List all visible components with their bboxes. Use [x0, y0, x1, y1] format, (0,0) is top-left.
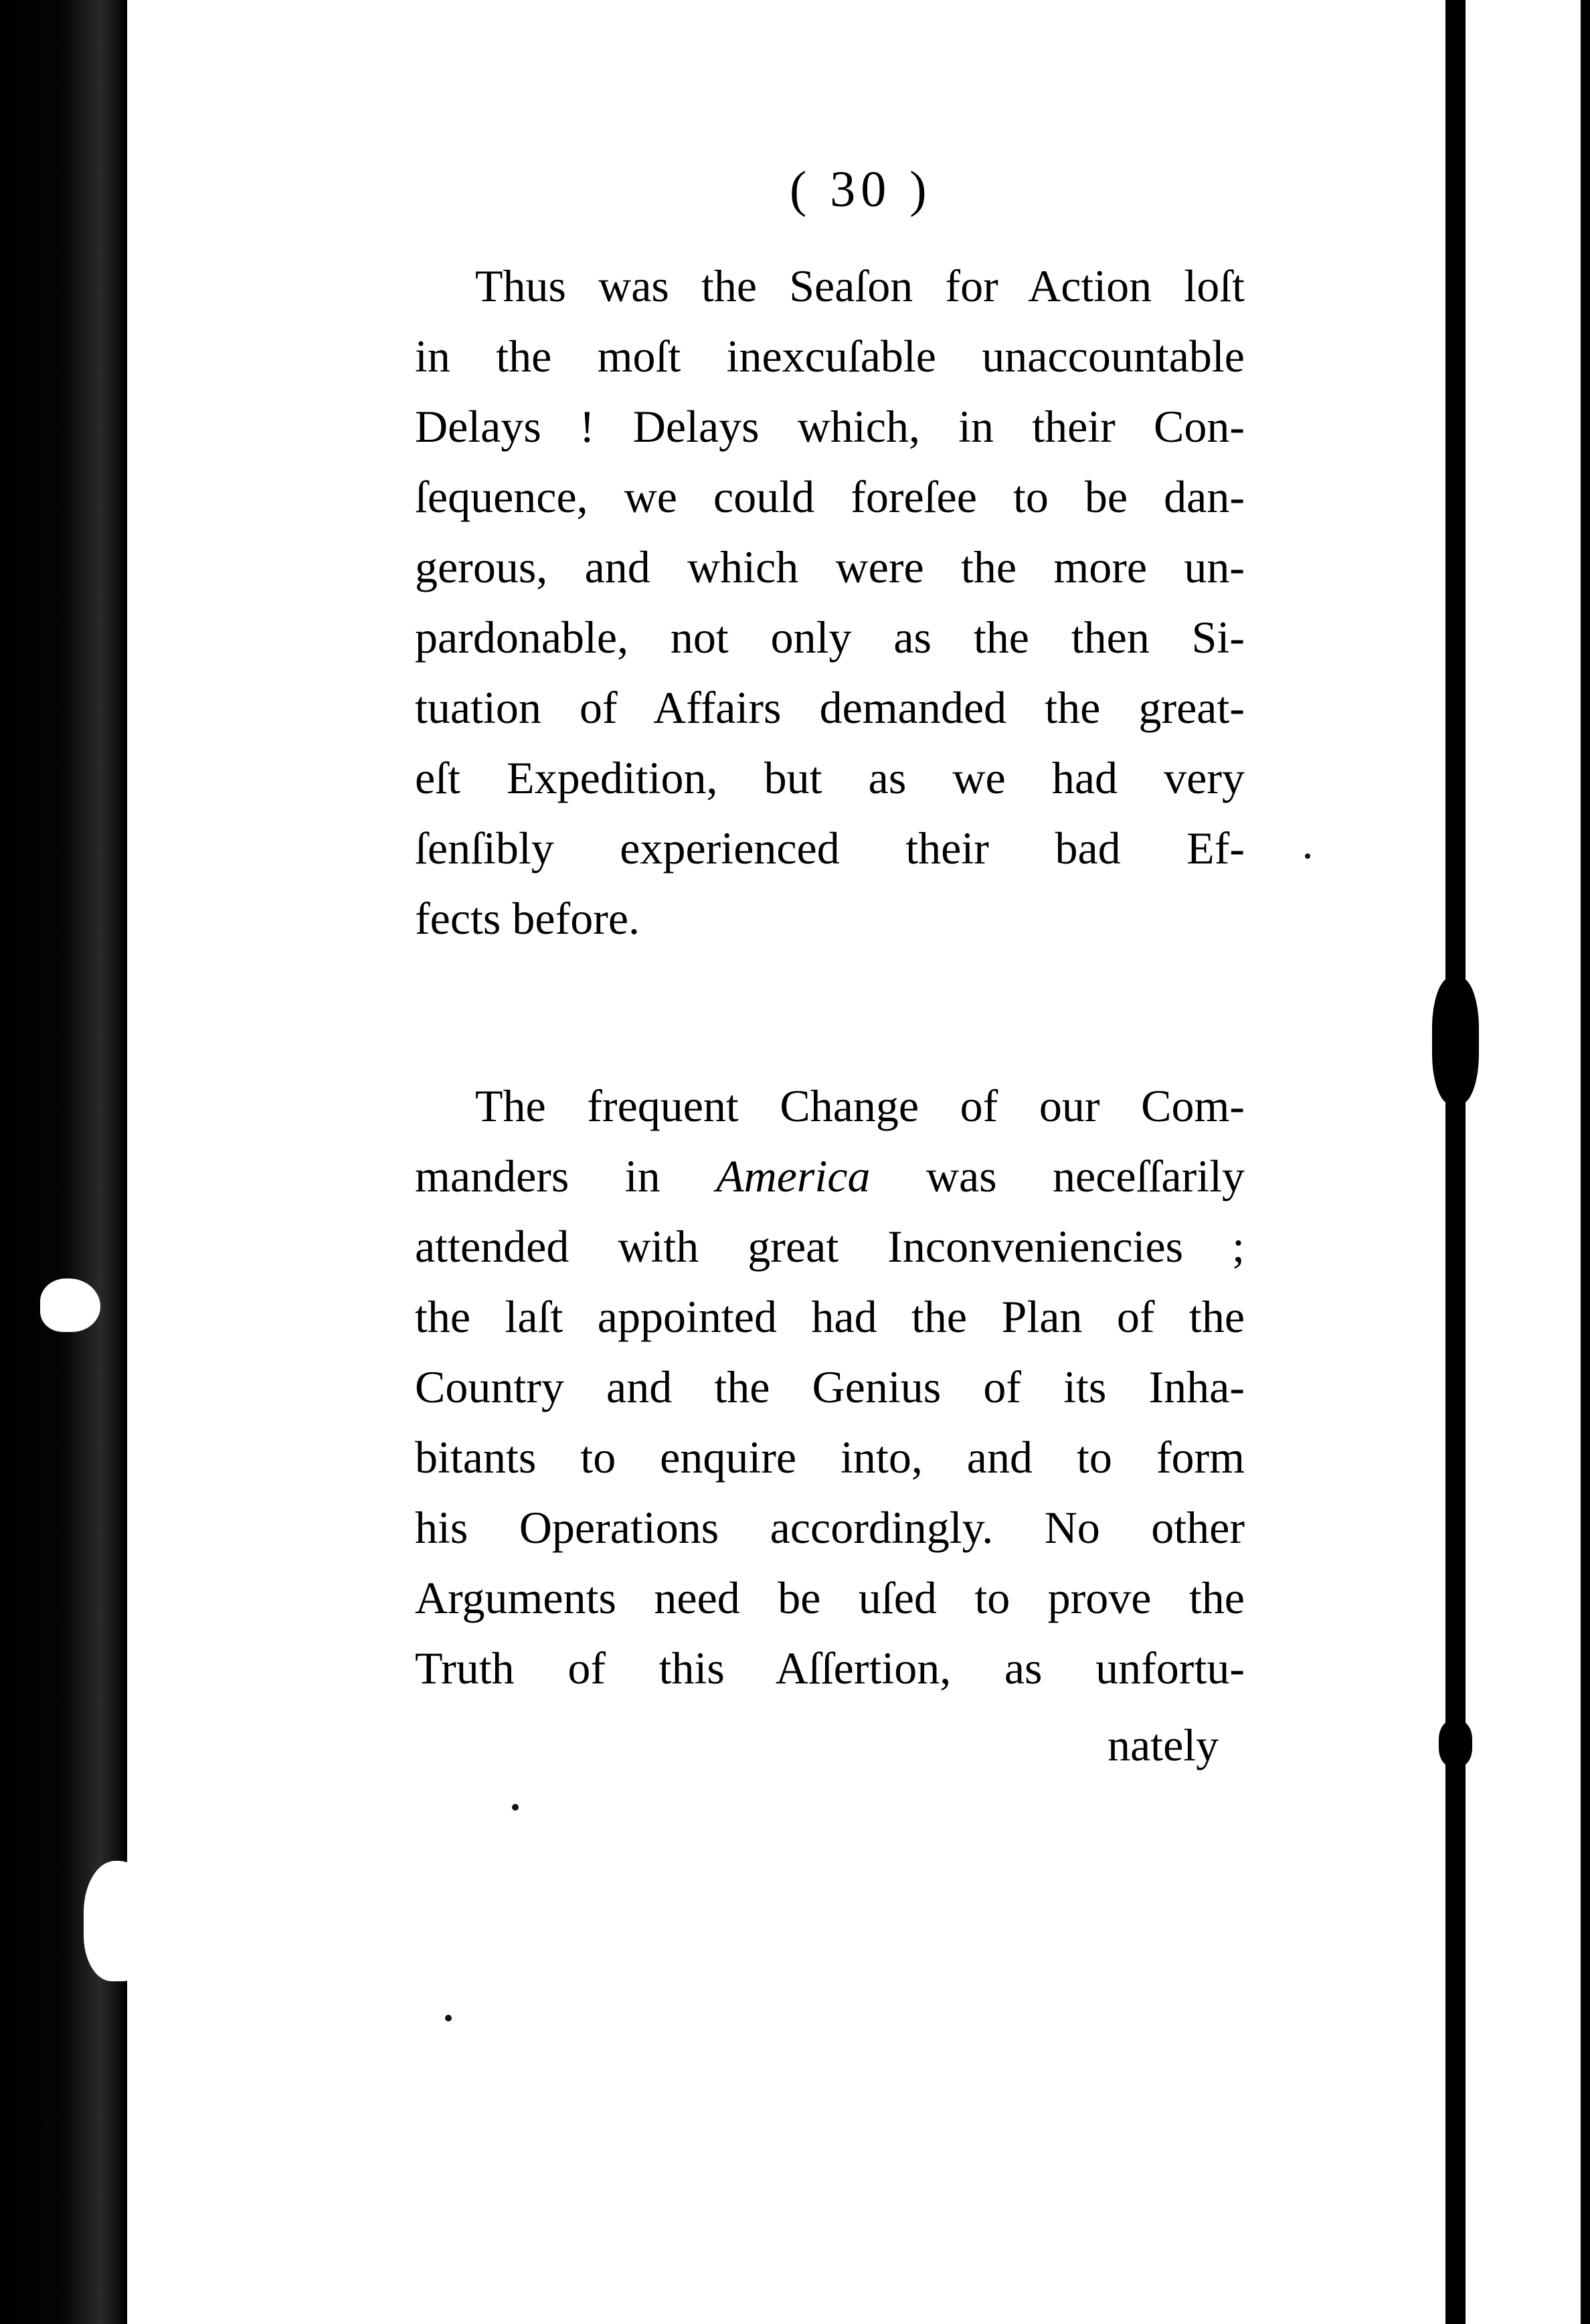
text-line — [415, 1141, 1245, 1212]
page-number: ( 30 ) — [790, 161, 932, 218]
text-line: his Operations accordingly. No other — [415, 1502, 1245, 1553]
text-line: Arguments need be uſed to prove the — [415, 1572, 1245, 1623]
italic-place-name: America — [716, 1151, 871, 1201]
facing-page-strip — [1466, 0, 1590, 2324]
text-segment: was neceſſarily — [925, 1151, 1245, 1201]
text-line: gerous, and which were the more un- — [415, 542, 1245, 592]
page-gutter-edge — [1445, 0, 1466, 2324]
paragraph-1 — [415, 251, 1245, 954]
text-line: The frequent Change of our Com- — [475, 1080, 1245, 1131]
text-line: Country and the Genius of its Inha- — [415, 1361, 1245, 1412]
ink-speck — [1305, 853, 1310, 859]
text-line: attended with great Inconveniencies ; — [415, 1221, 1245, 1272]
text-line: Delays ! Delays which, in their Con- — [415, 401, 1245, 452]
ink-speck — [512, 1804, 519, 1811]
paper-damage-blotch — [40, 1278, 100, 1332]
text-line: Truth of this Aſſertion, as unfortu- — [415, 1643, 1245, 1693]
text-line: the laſt appointed had the Plan of the — [415, 1291, 1245, 1342]
page-tear-mark — [1439, 1720, 1472, 1767]
text-line: in the moſt inexcuſable unaccountable — [415, 331, 1245, 382]
ink-speck — [445, 2015, 452, 2021]
text-line: bitants to enquire into, and to form — [415, 1432, 1245, 1483]
text-line: tuation of Affairs demanded the great- — [415, 682, 1245, 733]
catchword: nately — [1108, 1720, 1219, 1770]
scan-right-edge — [1581, 0, 1590, 2324]
paragraph-2 — [415, 1071, 1245, 1704]
text-line: pardonable, not only as the then Si- — [415, 612, 1245, 663]
text-line: eſt Expedition, but as we had very — [415, 752, 1245, 803]
text-line: ſequence, we could foreſee to be dan- — [415, 471, 1245, 522]
text-line: fects before. — [415, 893, 640, 944]
text-line: ſenſibly experienced their bad Ef- — [415, 823, 1245, 874]
text-segment: manders in — [415, 1151, 660, 1201]
text-line: Thus was the Seaſon for Action loſt — [475, 260, 1245, 311]
page-tear-mark — [1432, 977, 1479, 1104]
